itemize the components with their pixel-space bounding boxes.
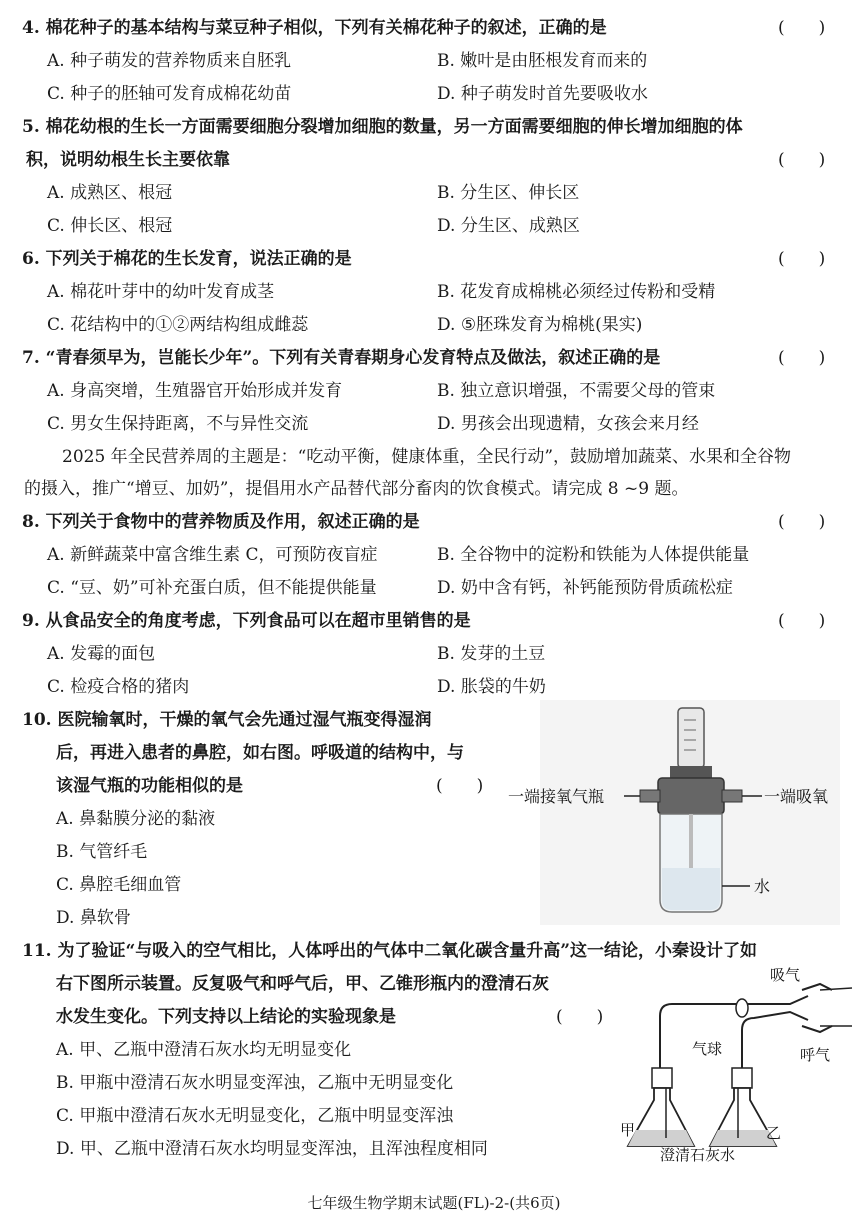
q4-option-d[interactable]: D. 种子萌发时首先要吸收水 (437, 84, 648, 104)
q11-option-b[interactable]: B. 甲瓶中澄清石灰水明显变浑浊，乙瓶中无明显变化 (56, 1073, 454, 1093)
q7-stem: 7. “青春须早为，岂能长少年”。下列有关青春期身心发育特点及做法，叙述正确的是 (22, 348, 661, 368)
q11-option-a[interactable]: A. 甲、乙瓶中澄清石灰水均无明显变化 (56, 1040, 352, 1060)
q5-option-a[interactable]: A. 成熟区、根冠 (47, 183, 173, 203)
inhale-arrow (820, 988, 852, 990)
q5-stem-line-2: 积，说明幼根生长主要依靠 (26, 150, 230, 170)
q4-option-b[interactable]: B. 嫩叶是由胚根发育而来的 (437, 51, 648, 71)
flask-yi-stopper (732, 1068, 752, 1088)
flowmeter-tube (678, 708, 704, 768)
q6-option-a[interactable]: A. 棉花叶芽中的幼叶发育成茎 (47, 282, 275, 302)
q4-option-c[interactable]: C. 种子的胚轴可发育成棉花幼苗 (47, 84, 292, 104)
q4-stem: 4. 棉花种子的基本结构与菜豆种子相似，下列有关棉花种子的叙述，正确的是 (22, 18, 607, 38)
q7-option-a[interactable]: A. 身高突增，生殖器官开始形成并发育 (47, 381, 343, 401)
q5-option-c[interactable]: C. 伸长区、根冠 (47, 216, 173, 236)
q7-option-b[interactable]: B. 独立意识增强，不需要父母的管束 (437, 381, 716, 401)
label-jia: 甲 (620, 1121, 636, 1139)
q11-answer-paren[interactable]: ( ) (556, 1007, 604, 1027)
q10-answer-paren[interactable]: ( ) (436, 776, 484, 796)
label-water: 水 (754, 877, 771, 896)
q11-stem-line-2: 右下图所示装置。反复吸气和呼气后，甲、乙锥形瓶内的澄清石灰 (56, 974, 549, 994)
intro-line-1: 2025 年全民营养周的主题是：“吃动平衡，健康体重，全民行动”，鼓励增加蔬菜、水果和全谷物 (62, 447, 792, 467)
q4-option-a[interactable]: A. 种子萌发的营养物质来自胚乳 (47, 51, 292, 71)
q5-option-b[interactable]: B. 分生区、伸长区 (437, 183, 580, 203)
outlet-port (722, 790, 742, 802)
q9-stem: 9. 从食品安全的角度考虑，下列食品可以在超市里销售的是 (22, 611, 471, 631)
q8-option-c[interactable]: C. “豆、奶”可补充蛋白质，但不能提供能量 (47, 578, 377, 598)
q10-option-c[interactable]: C. 鼻腔毛细血管 (56, 875, 182, 895)
q11-stem-line-3: 水发生变化。下列支持以上结论的实验现象是 (56, 1007, 396, 1027)
q8-option-b[interactable]: B. 全谷物中的淀粉和铁能为人体提供能量 (437, 545, 750, 565)
q5-answer-paren[interactable]: ( ) (778, 150, 826, 170)
q10-option-d[interactable]: D. 鼻软骨 (56, 908, 131, 928)
q7-option-d[interactable]: D. 男孩会出现遗精，女孩会来月经 (437, 414, 699, 434)
q10-option-a[interactable]: A. 鼻黏膜分泌的黏液 (56, 809, 216, 829)
label-balloon: 气球 (692, 1040, 723, 1058)
page-footer: 七年级生物学期末试题(FL)-2-(共6页) (307, 1194, 561, 1212)
label-inhale: 吸气 (770, 966, 801, 984)
label-oxygen-outlet: 一端吸氧 (764, 787, 829, 806)
q5-option-d[interactable]: D. 分生区、成熟区 (437, 216, 580, 236)
q8-option-a[interactable]: A. 新鲜蔬菜中富含维生素 C，可预防夜盲症 (47, 545, 378, 565)
q6-option-d[interactable]: D. ⑤胚珠发育为棉桃(果实) (437, 315, 643, 335)
q9-option-c[interactable]: C. 检疫合格的猪肉 (47, 677, 190, 697)
balloon (736, 999, 748, 1017)
q10-stem-line-1: 10. 医院输氧时，干燥的氧气会先通过湿气瓶变得湿润 (22, 710, 432, 730)
q4-answer-paren[interactable]: ( ) (778, 18, 826, 38)
q11-stem-line-1: 11. 为了验证“与吸入的空气相比，人体呼出的气体中二氧化碳含量升高”这一结论，小秦设计了如 (22, 941, 758, 961)
q6-stem: 6. 下列关于棉花的生长发育，说法正确的是 (22, 249, 352, 269)
q8-stem: 8. 下列关于食物中的营养物质及作用，叙述正确的是 (22, 512, 420, 532)
bottle-cap (658, 778, 724, 814)
q7-answer-paren[interactable]: ( ) (778, 348, 826, 368)
label-oxygen-inlet: 一端接氧气瓶 (508, 787, 605, 806)
limewater-apparatus-figure (620, 960, 860, 1165)
q8-option-d[interactable]: D. 奶中含有钙，补钙能预防骨质疏松症 (437, 578, 733, 598)
intro-line-2: 的摄入，推广“增豆、加奶”，提倡用水产品替代部分畜肉的饮食模式。请完成 8 ~9 题。 (24, 479, 689, 499)
q9-option-b[interactable]: B. 发芽的土豆 (437, 644, 546, 664)
q9-answer-paren[interactable]: ( ) (778, 611, 826, 631)
flask-jia-stopper (652, 1068, 672, 1088)
q6-option-c[interactable]: C. 花结构中的①②两结构组成雌蕊 (47, 315, 309, 335)
q5-stem-line-1: 5. 棉花幼根的生长一方面需要细胞分裂增加细胞的数量，另一方面需要细胞的伸长增加细胞的体 (22, 117, 743, 137)
label-yi: 乙 (766, 1124, 782, 1142)
water-level (662, 868, 720, 910)
q11-option-d[interactable]: D. 甲、乙瓶中澄清石灰水均明显变浑浊，且浑浊程度相同 (56, 1139, 488, 1159)
q10-option-b[interactable]: B. 气管纤毛 (56, 842, 148, 862)
label-limewater: 澄清石灰水 (660, 1146, 736, 1164)
mouthpiece-lower (802, 1026, 832, 1032)
q10-stem-line-2: 后，再进入患者的鼻腔，如右图。呼吸道的结构中，与 (56, 743, 464, 763)
q7-option-c[interactable]: C. 男女生保持距离，不与异性交流 (47, 414, 309, 434)
q8-answer-paren[interactable]: ( ) (778, 512, 826, 532)
q9-option-d[interactable]: D. 胀袋的牛奶 (437, 677, 546, 697)
label-exhale: 呼气 (800, 1046, 831, 1064)
q9-option-a[interactable]: A. 发霉的面包 (47, 644, 156, 664)
flask-jia-limewater (628, 1130, 694, 1146)
q11-option-c[interactable]: C. 甲瓶中澄清石灰水无明显变化，乙瓶中明显变浑浊 (56, 1106, 454, 1126)
q10-stem-line-3: 该湿气瓶的功能相似的是 (56, 776, 243, 796)
q6-answer-paren[interactable]: ( ) (778, 249, 826, 269)
flowmeter-base (670, 766, 712, 778)
inlet-port (640, 790, 660, 802)
humidifier-bottle-figure (500, 700, 860, 930)
q6-option-b[interactable]: B. 花发育成棉桃必须经过传粉和受精 (437, 282, 716, 302)
